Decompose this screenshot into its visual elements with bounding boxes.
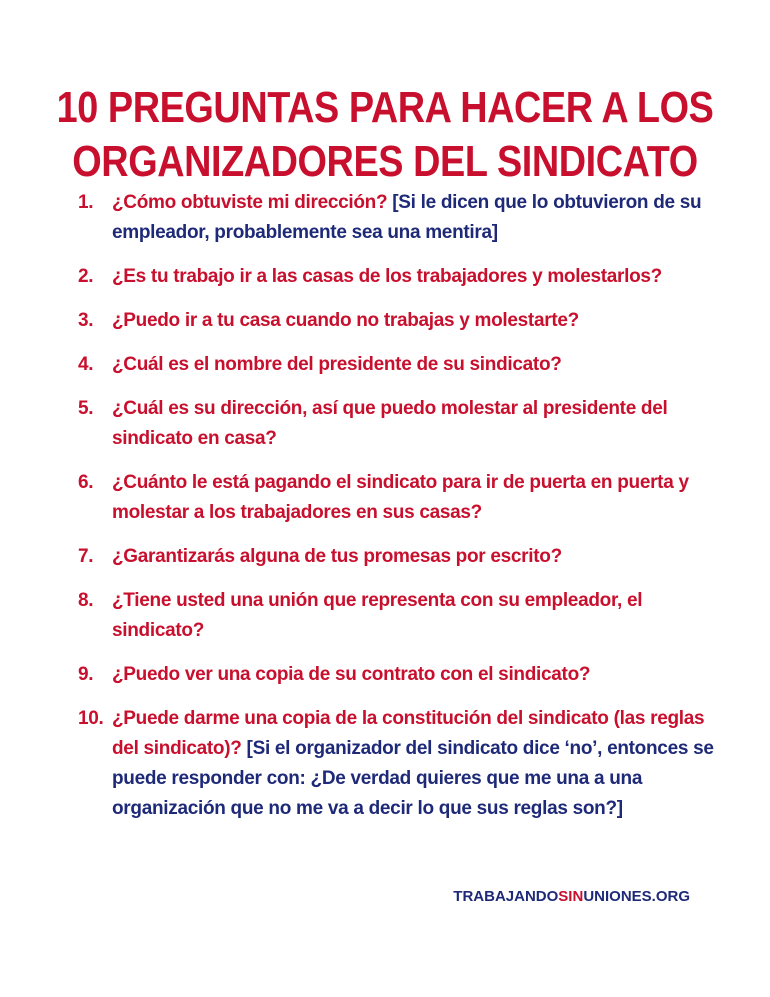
footer-part-2: SIN bbox=[558, 888, 584, 905]
question-item bbox=[78, 188, 718, 248]
question-number: 4. bbox=[78, 354, 94, 375]
question-number: 3. bbox=[78, 310, 94, 331]
question-text: ¿Cuál es el nombre del presidente de su sindicato? bbox=[112, 354, 562, 375]
question-number: 6. bbox=[78, 472, 94, 493]
question-number: 9. bbox=[78, 664, 94, 685]
question-text: ¿Cuál es su dirección, así que puedo molestar al presidente del sindicato en casa? bbox=[112, 398, 668, 449]
question-item bbox=[78, 468, 718, 528]
question-text: ¿Puede darme una copia de la constitución del sindicato (las reglas del sindicato)? bbox=[112, 708, 705, 759]
title-line-1: 10 PREGUNTAS PARA HACER A LOS bbox=[56, 83, 714, 133]
footer-part-1: TRABAJANDO bbox=[453, 888, 559, 905]
question-number: 10. bbox=[78, 708, 104, 729]
question-text: ¿Cómo obtuviste mi dirección? bbox=[112, 192, 388, 213]
website-link[interactable] bbox=[453, 888, 690, 905]
question-item bbox=[78, 350, 718, 380]
footer-part-3: UNIONES.ORG bbox=[583, 888, 690, 905]
question-item bbox=[78, 660, 718, 690]
question-item bbox=[78, 542, 718, 572]
question-item bbox=[78, 586, 718, 646]
question-text: ¿Garantizarás alguna de tus promesas por escrito? bbox=[112, 546, 562, 567]
question-text: ¿Cuánto le está pagando el sindicato para ir de puerta en puerta y molestar a los trabajadores en sus casas? bbox=[112, 472, 689, 523]
title-line-2: ORGANIZADORES DEL SINDICATO bbox=[72, 137, 698, 187]
question-text: ¿Es tu trabajo ir a las casas de los trabajadores y molestarlos? bbox=[112, 266, 662, 287]
question-list bbox=[78, 188, 718, 838]
question-note: [Si le dicen que lo obtuvieron de su empleador, probablemente sea una mentira] bbox=[112, 192, 702, 243]
page-title bbox=[54, 81, 716, 189]
question-text: ¿Tiene usted una unión que representa con su empleador, el sindicato? bbox=[112, 590, 643, 641]
question-number: 5. bbox=[78, 398, 94, 419]
question-item bbox=[78, 262, 718, 292]
question-number: 7. bbox=[78, 546, 94, 567]
question-text: ¿Puedo ir a tu casa cuando no trabajas y molestarte? bbox=[112, 310, 579, 331]
question-item bbox=[78, 306, 718, 336]
question-text: ¿Puedo ver una copia de su contrato con el sindicato? bbox=[112, 664, 591, 685]
question-number: 1. bbox=[78, 192, 94, 213]
question-note: [Si el organizador del sindicato dice ‘no’, entonces se puede responder con: ¿De verdad quieres que me una a una organización que no me va a decir lo que sus reglas son?] bbox=[112, 738, 714, 819]
question-item bbox=[78, 394, 718, 454]
question-number: 8. bbox=[78, 590, 94, 611]
question-number: 2. bbox=[78, 266, 94, 287]
question-item bbox=[78, 704, 718, 824]
